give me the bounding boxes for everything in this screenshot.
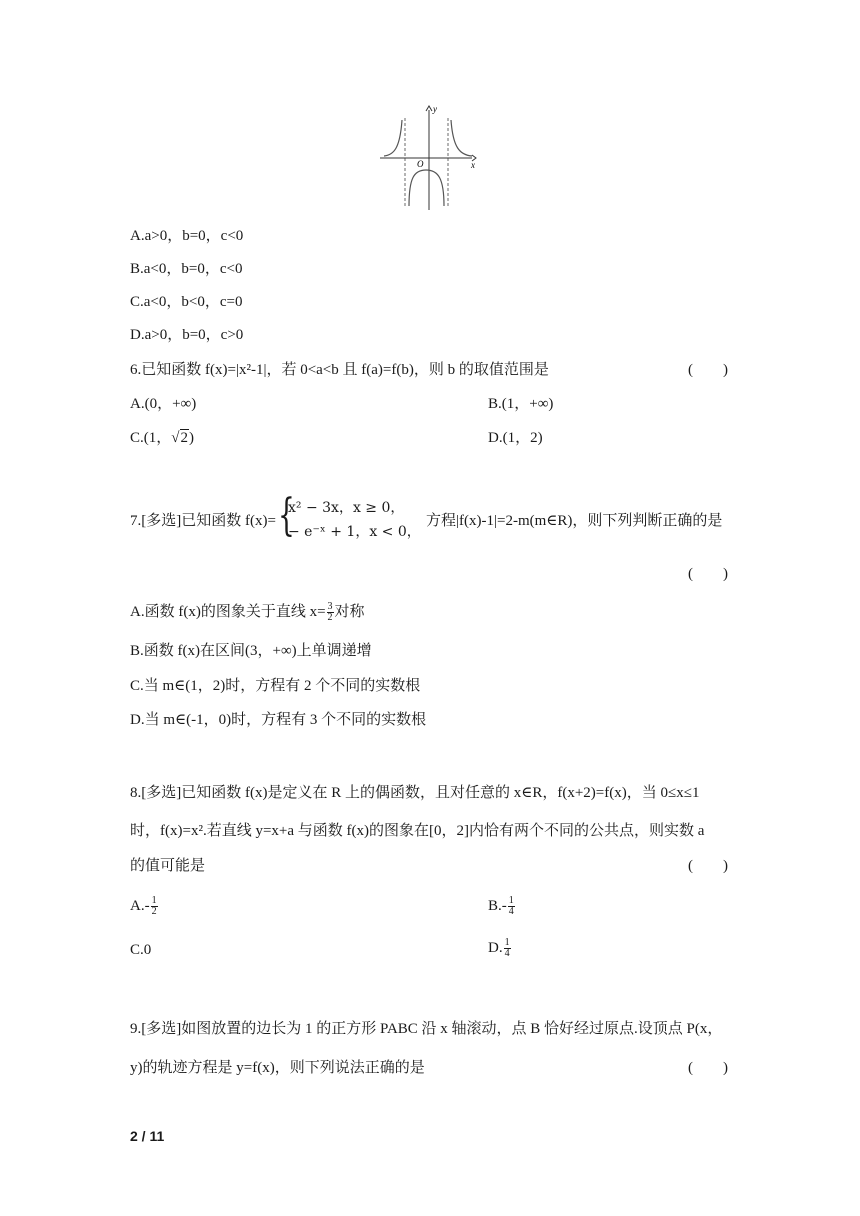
q7-option-a-prefix: A.函数 f(x)的图象关于直线 x= bbox=[130, 604, 326, 620]
q7-option-b: B.函数 f(x)在区间(3，+∞)上单调递增 bbox=[130, 643, 372, 659]
q8-option-a-denominator: 2 bbox=[151, 906, 157, 918]
q7-stem-suffix: 方程|f(x)-1|=2-m(m∈R)，则下列判断正确的是 bbox=[426, 513, 723, 529]
q8-stem-line-2: 时，f(x)=x².若直线 y=x+a 与函数 f(x)的图象在[0，2]内恰有两个不同的公共点，则实数 a bbox=[130, 823, 705, 839]
q9-stem-line-1: 9.[多选]如图放置的边长为 1 的正方形 PABC 沿 x 轴滚动，点 B 恰好经过原点.设顶点 P(x， bbox=[130, 1021, 723, 1037]
piecewise-brace: { bbox=[278, 490, 295, 541]
q6-option-c bbox=[130, 428, 194, 448]
q6-option-b: B.(1，+∞) bbox=[488, 396, 554, 412]
origin-label: O bbox=[417, 159, 424, 169]
q9-stem-line-2: y)的轨迹方程是 y=f(x)，则下列说法正确的是 bbox=[130, 1060, 425, 1076]
sqrt-symbol: √2 bbox=[171, 430, 188, 446]
fraction-three-halves bbox=[327, 602, 334, 623]
q7-stem-prefix: 7.[多选]已知函数 f(x)= bbox=[130, 513, 276, 529]
q8-stem-line-3: 的值可能是 bbox=[130, 858, 206, 874]
q7-option-d: D.当 m∈(-1，0)时，方程有 3 个不同的实数根 bbox=[130, 712, 427, 728]
left-branch-curve bbox=[384, 120, 402, 156]
q8-option-b-prefix: B.- bbox=[488, 898, 507, 914]
q7-option-a-numerator: 3 bbox=[327, 601, 333, 613]
function-graph bbox=[376, 100, 480, 214]
q9-answer-paren: ( ) bbox=[688, 1060, 728, 1076]
middle-branch-curve bbox=[409, 170, 444, 206]
q7-option-a bbox=[130, 602, 365, 623]
y-axis-label: y bbox=[433, 104, 437, 114]
q5-option-d: D.a>0，b=0，c>0 bbox=[130, 327, 244, 343]
q8-option-a-prefix: A.- bbox=[130, 898, 150, 914]
q7-case-2: − e⁻ˣ + 1，x < 0， bbox=[288, 524, 421, 540]
q8-answer-paren: ( ) bbox=[688, 858, 728, 874]
q6-option-c-prefix: C.(1， bbox=[130, 430, 172, 446]
q5-option-c: C.a<0，b<0，c=0 bbox=[130, 294, 243, 310]
q8-option-c: C.0 bbox=[130, 942, 152, 958]
q8-option-b-numerator: 1 bbox=[508, 895, 514, 907]
q7-case-1: x² − 3x，x ≥ 0， bbox=[288, 500, 405, 516]
q8-option-b bbox=[488, 896, 516, 917]
q8-option-d-denominator: 4 bbox=[504, 948, 510, 960]
q8-option-d-prefix: D. bbox=[488, 940, 503, 956]
q7-answer-paren: ( ) bbox=[688, 566, 728, 582]
q8-option-b-denominator: 4 bbox=[508, 906, 514, 918]
q6-option-c-radicand: 2 bbox=[180, 430, 188, 446]
q6-option-c-suffix: ) bbox=[189, 430, 194, 446]
q6-option-a: A.(0，+∞) bbox=[130, 396, 197, 412]
fraction-one-half bbox=[151, 896, 158, 917]
x-axis-label: x bbox=[471, 160, 475, 170]
fraction-one-quarter-neg bbox=[508, 896, 515, 917]
q5-option-a: A.a>0，b=0，c<0 bbox=[130, 228, 244, 244]
q8-option-d bbox=[488, 938, 512, 959]
q7-option-c: C.当 m∈(1，2)时，方程有 2 个不同的实数根 bbox=[130, 678, 421, 694]
q7-option-a-suffix: 对称 bbox=[334, 604, 365, 620]
right-branch-curve bbox=[451, 120, 472, 156]
q6-stem: 6.已知函数 f(x)=|x²-1|，若 0<a<b 且 f(a)=f(b)，则 b 的取值范围是 bbox=[130, 362, 549, 378]
page-number: 2 / 11 bbox=[130, 1128, 165, 1144]
q8-option-d-numerator: 1 bbox=[504, 937, 510, 949]
q7-option-a-denominator: 2 bbox=[327, 612, 333, 624]
q8-option-a-numerator: 1 bbox=[151, 895, 157, 907]
q6-answer-paren: ( ) bbox=[688, 362, 728, 378]
q8-option-a bbox=[130, 896, 159, 917]
q8-stem-line-1: 8.[多选]已知函数 f(x)是定义在 R 上的偶函数，且对任意的 x∈R，f(x+2)=f(x)，当 0≤x≤1 bbox=[130, 785, 700, 801]
q5-option-b: B.a<0，b=0，c<0 bbox=[130, 261, 243, 277]
q6-option-d: D.(1，2) bbox=[488, 430, 543, 446]
fraction-one-quarter bbox=[504, 938, 511, 959]
